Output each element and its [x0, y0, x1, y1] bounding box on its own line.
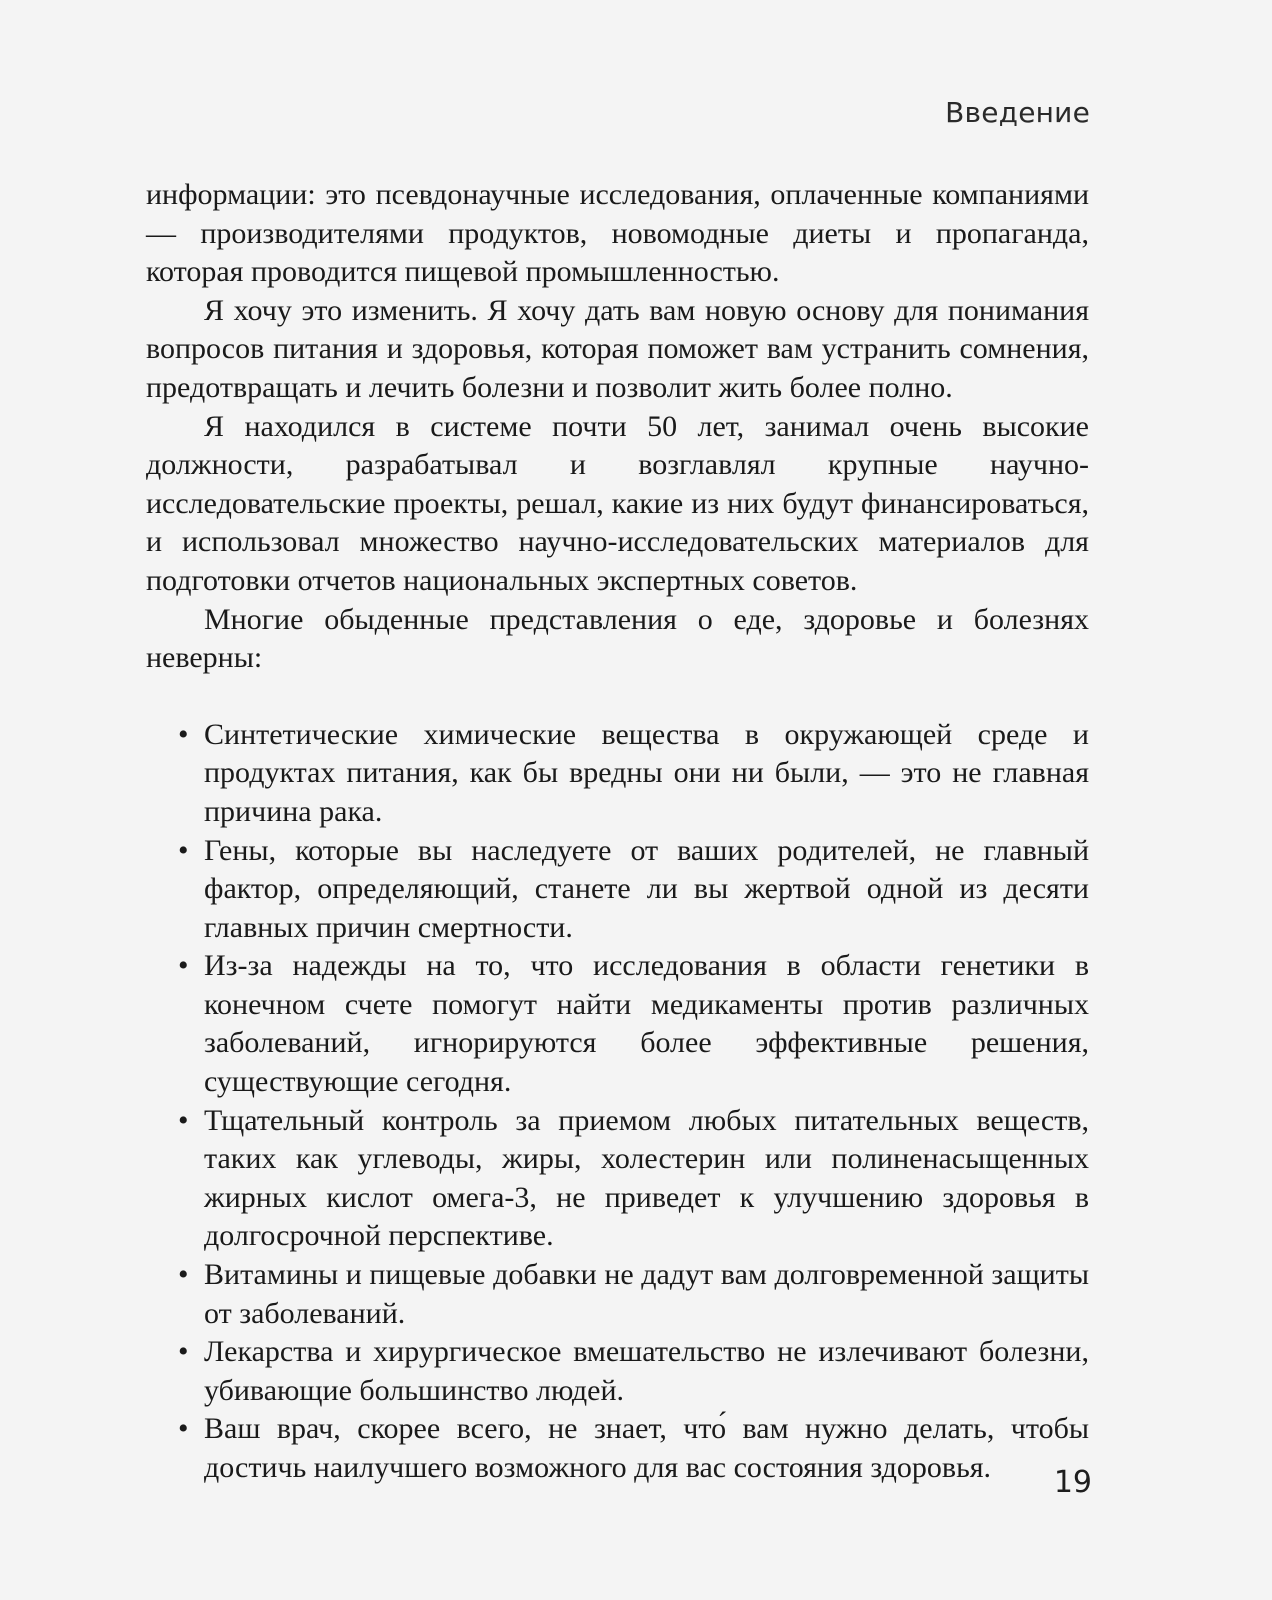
bullet-item: [146, 1256, 1089, 1333]
bullet-icon: •: [178, 1103, 189, 1137]
body-text: [146, 176, 1089, 1488]
bullet-item: [146, 1410, 1089, 1487]
bullet-text: Ваш врач, скорее всего, не знает, что́ вам нужно делать, чтобы достичь наилучшего возможного для вас состояния здоровья.: [204, 1412, 1089, 1484]
bullet-text: Лекарства и хирургическое вмешательство не излечивают болезни, убивающие большинство людей.: [204, 1335, 1089, 1407]
bullet-item: [146, 947, 1089, 1101]
bullet-text: Витамины и пищевые добавки не дадут вам долговременной защиты от заболеваний.: [204, 1258, 1089, 1330]
bullet-text: Синтетические химические вещества в окружающей среде и продуктах питания, как бы вредны они ни были, — это не главная причина рака.: [204, 717, 1089, 828]
bullet-icon: •: [178, 717, 189, 751]
bullet-list: [146, 716, 1089, 1488]
running-head: Введение: [945, 96, 1090, 129]
bullet-icon: •: [178, 1335, 189, 1369]
bullet-icon: •: [178, 1412, 189, 1446]
bullet-text: Из-за надежды на то, что исследования в области генетики в конечном счете помогут найти медикаменты против различных заболеваний, игнорируются более эффективные решения, существующие сегодня.: [204, 949, 1089, 1099]
bullet-text: Гены, которые вы наследуете от ваших родителей, не главный фактор, определяющий, станете ли вы жертвой одной из десяти главных причин смертности.: [204, 833, 1089, 944]
bullet-item: [146, 716, 1089, 832]
bullet-item: [146, 1333, 1089, 1410]
bullet-icon: •: [178, 1258, 189, 1292]
bullet-item: [146, 1102, 1089, 1256]
bullet-icon: •: [178, 949, 189, 983]
paragraph-list-intro: Многие обыденные представления о еде, здоровье и болезнях неверны:: [146, 602, 1089, 675]
bullet-icon: •: [178, 833, 189, 867]
page-number: 19: [1053, 1465, 1092, 1500]
paragraph-continued: информации: это псевдонаучные исследования, оплаченные компаниями — производителями продуктов, новомодные диеты и пропаганда, которая проводится пищевой промышленностью.: [146, 178, 1089, 289]
bullet-text: Тщательный контроль за приемом любых питательных веществ, таких как углеводы, жиры, холестерин или полиненасыщенных жирных кислот омега-3, не приведет к улучшению здоровья в долгосрочной перспективе.: [204, 1103, 1089, 1253]
bullet-item: [146, 832, 1089, 948]
paragraph: Я хочу это изменить. Я хочу дать вам новую основу для понимания вопросов питания и здоровья, которая поможет вам устранить сомнения, предотвращать и лечить болезни и позволит жить более полно.: [146, 293, 1089, 404]
paragraph: Я находился в системе почти 50 лет, занимал очень высокие должности, разрабатывал и возглавлял крупные научно-исследовательские проекты, решал, какие из них будут финансироваться, и использовал множество научно-исследовательских материалов для подготовки отчетов национальных экспертных советов.: [146, 409, 1089, 597]
